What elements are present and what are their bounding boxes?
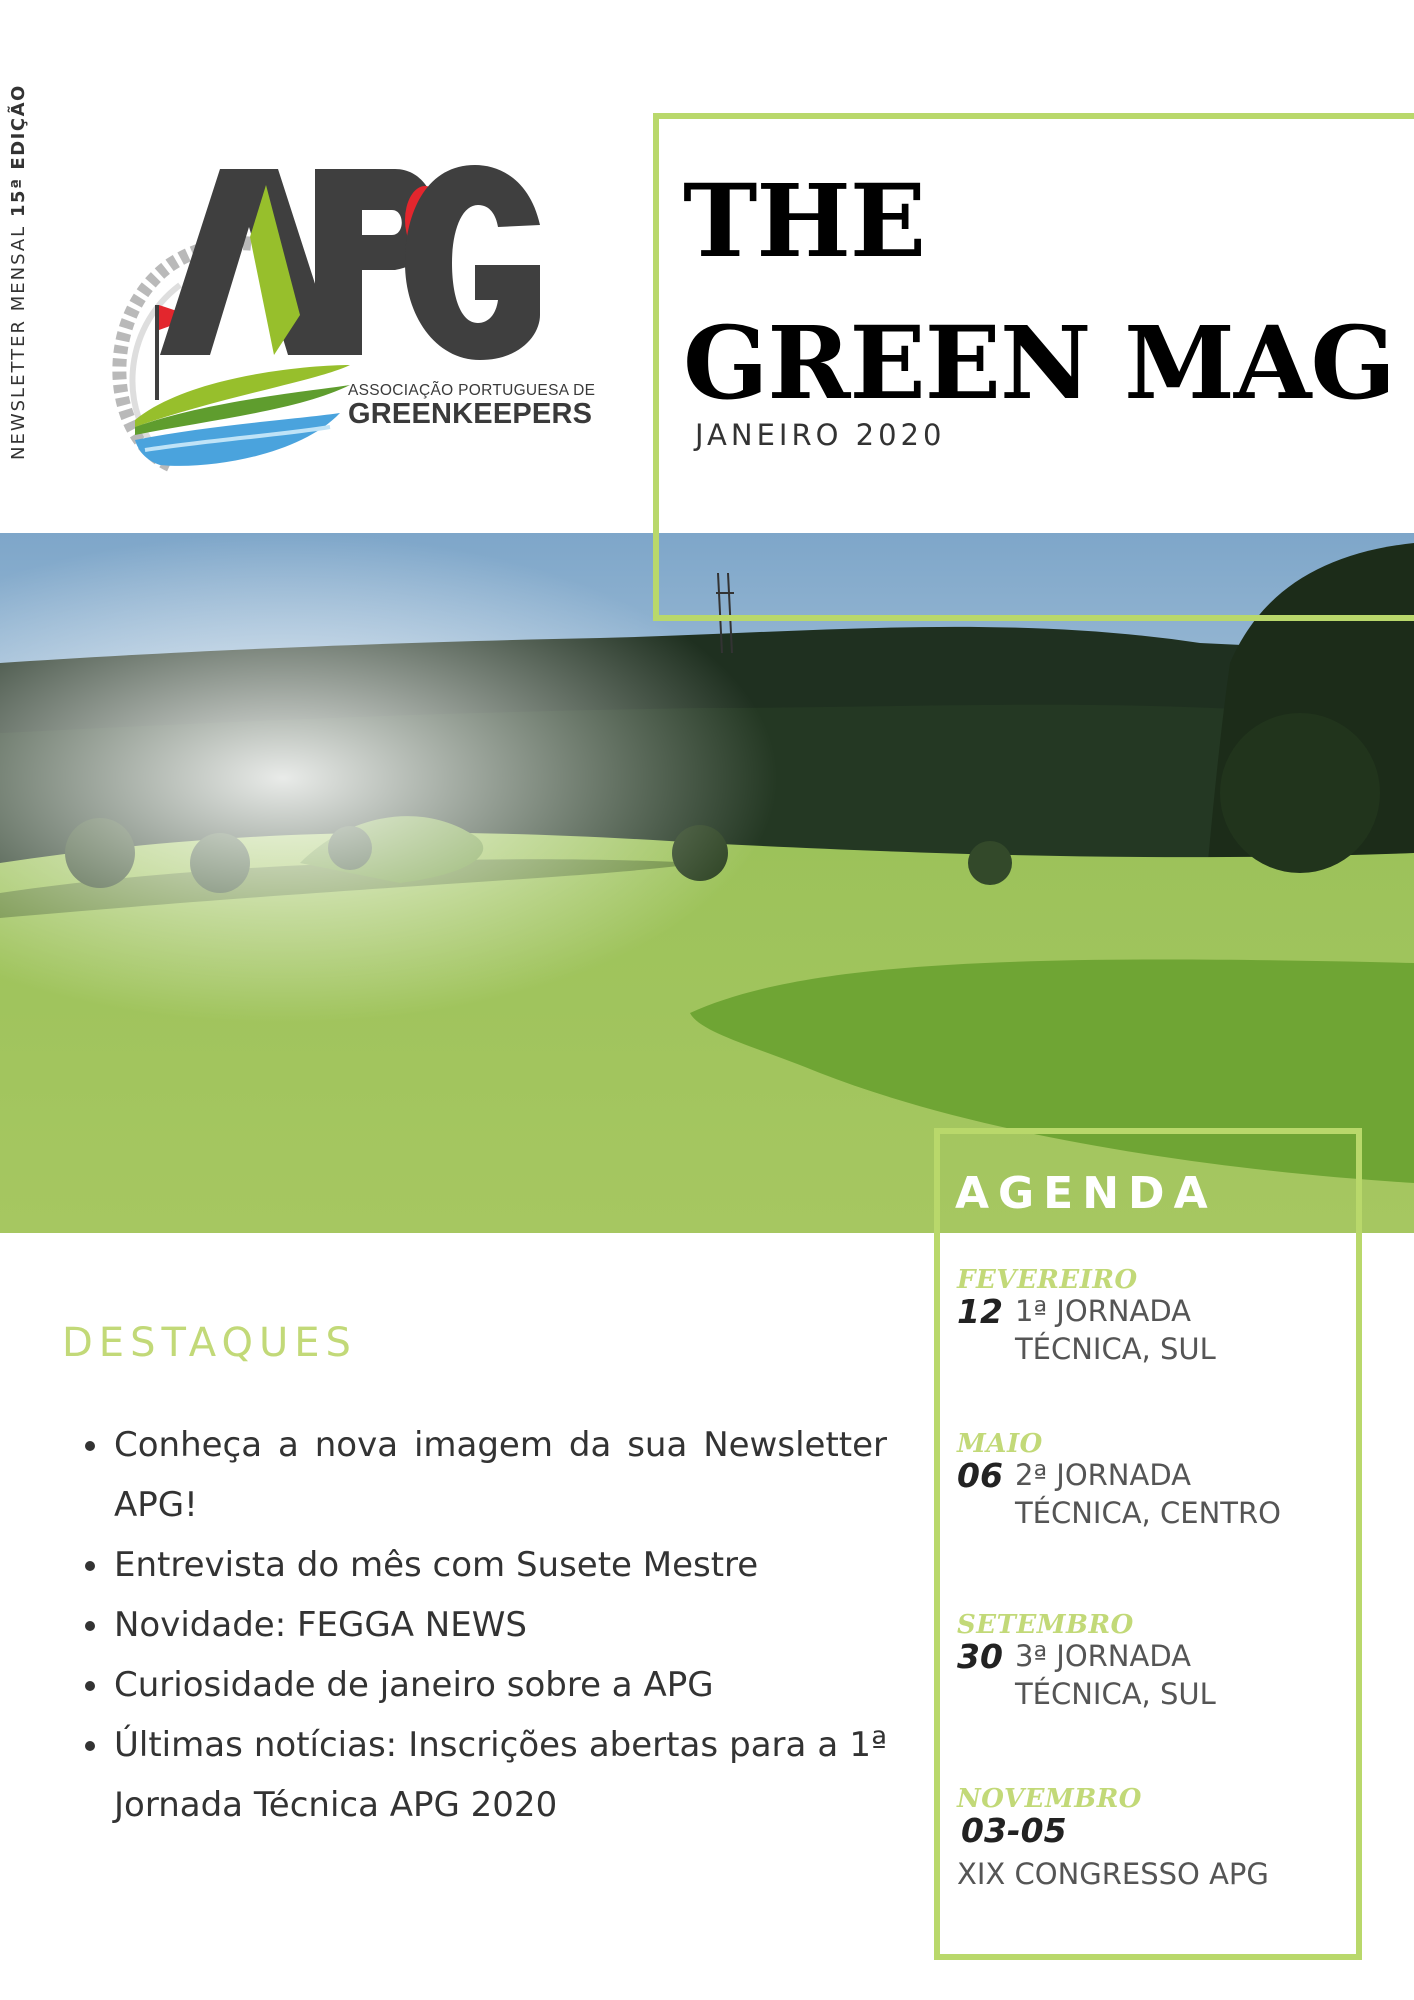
agenda-event bbox=[957, 1429, 1357, 1532]
agenda-month: SETEMBRO bbox=[957, 1610, 1134, 1640]
agenda-desc-line: 1ª JORNADA bbox=[1014, 1294, 1191, 1328]
logo-association-line: ASSOCIAÇÃO PORTUGUESA DE bbox=[348, 382, 596, 399]
destaques-item: • Últimas notícias: Inscrições abertas para a 1ª Jornada Técnica APG 2020 bbox=[112, 1715, 887, 1835]
destaques-item: • Novidade: FEGGA NEWS bbox=[112, 1595, 887, 1655]
title-line-2: GREEN MAG bbox=[683, 304, 1395, 422]
agenda-event bbox=[957, 1265, 1357, 1368]
agenda-description bbox=[1015, 1292, 1216, 1368]
agenda-month: MAIO bbox=[957, 1429, 1043, 1459]
issue-date: JANEIRO 2020 bbox=[695, 418, 946, 452]
title-line-1: THE bbox=[683, 162, 926, 280]
agenda-month: NOVEMBRO bbox=[957, 1784, 1142, 1814]
agenda-day: 30 bbox=[957, 1637, 1003, 1676]
agenda-description bbox=[1015, 1456, 1281, 1532]
newsletter-edition-label bbox=[8, 40, 34, 460]
agenda-desc-line: TÉCNICA, CENTRO bbox=[1014, 1496, 1281, 1530]
agenda-event bbox=[957, 1784, 1357, 1893]
agenda-description: XIX CONGRESSO APG bbox=[957, 1857, 1269, 1891]
agenda-desc-line: 2ª JORNADA bbox=[1014, 1458, 1191, 1492]
agenda-day: 12 bbox=[957, 1292, 1003, 1331]
destaques-item: • Conheça a nova imagem da sua Newsletter APG! bbox=[112, 1415, 887, 1535]
agenda-description bbox=[1015, 1637, 1216, 1713]
destaques-list bbox=[80, 1415, 887, 1835]
agenda-desc-line: 3ª JORNADA bbox=[1014, 1639, 1191, 1673]
agenda-desc-line: TÉCNICA, SUL bbox=[1014, 1677, 1216, 1711]
edition-label: 15ª EDIÇÃO bbox=[8, 84, 29, 218]
destaques-item: • Curiosidade de janeiro sobre a APG bbox=[112, 1655, 887, 1715]
agenda-event bbox=[957, 1610, 1357, 1713]
agenda-heading: AGENDA bbox=[955, 1168, 1217, 1219]
agenda-desc-line: TÉCNICA, SUL bbox=[1014, 1332, 1216, 1366]
agenda-month: FEVEREIRO bbox=[957, 1265, 1138, 1295]
magazine-title bbox=[683, 150, 1395, 434]
apg-logo-text bbox=[348, 382, 595, 431]
agenda-day: 03-05 bbox=[961, 1811, 1067, 1850]
destaques-heading: DESTAQUES bbox=[62, 1320, 357, 1366]
newsletter-label: NEWSLETTER MENSAL bbox=[8, 224, 29, 460]
destaques-item: • Entrevista do mês com Susete Mestre bbox=[112, 1535, 887, 1595]
logo-greenkeepers-line: GREENKEEPERS bbox=[348, 398, 593, 430]
agenda-day: 06 bbox=[957, 1456, 1003, 1495]
